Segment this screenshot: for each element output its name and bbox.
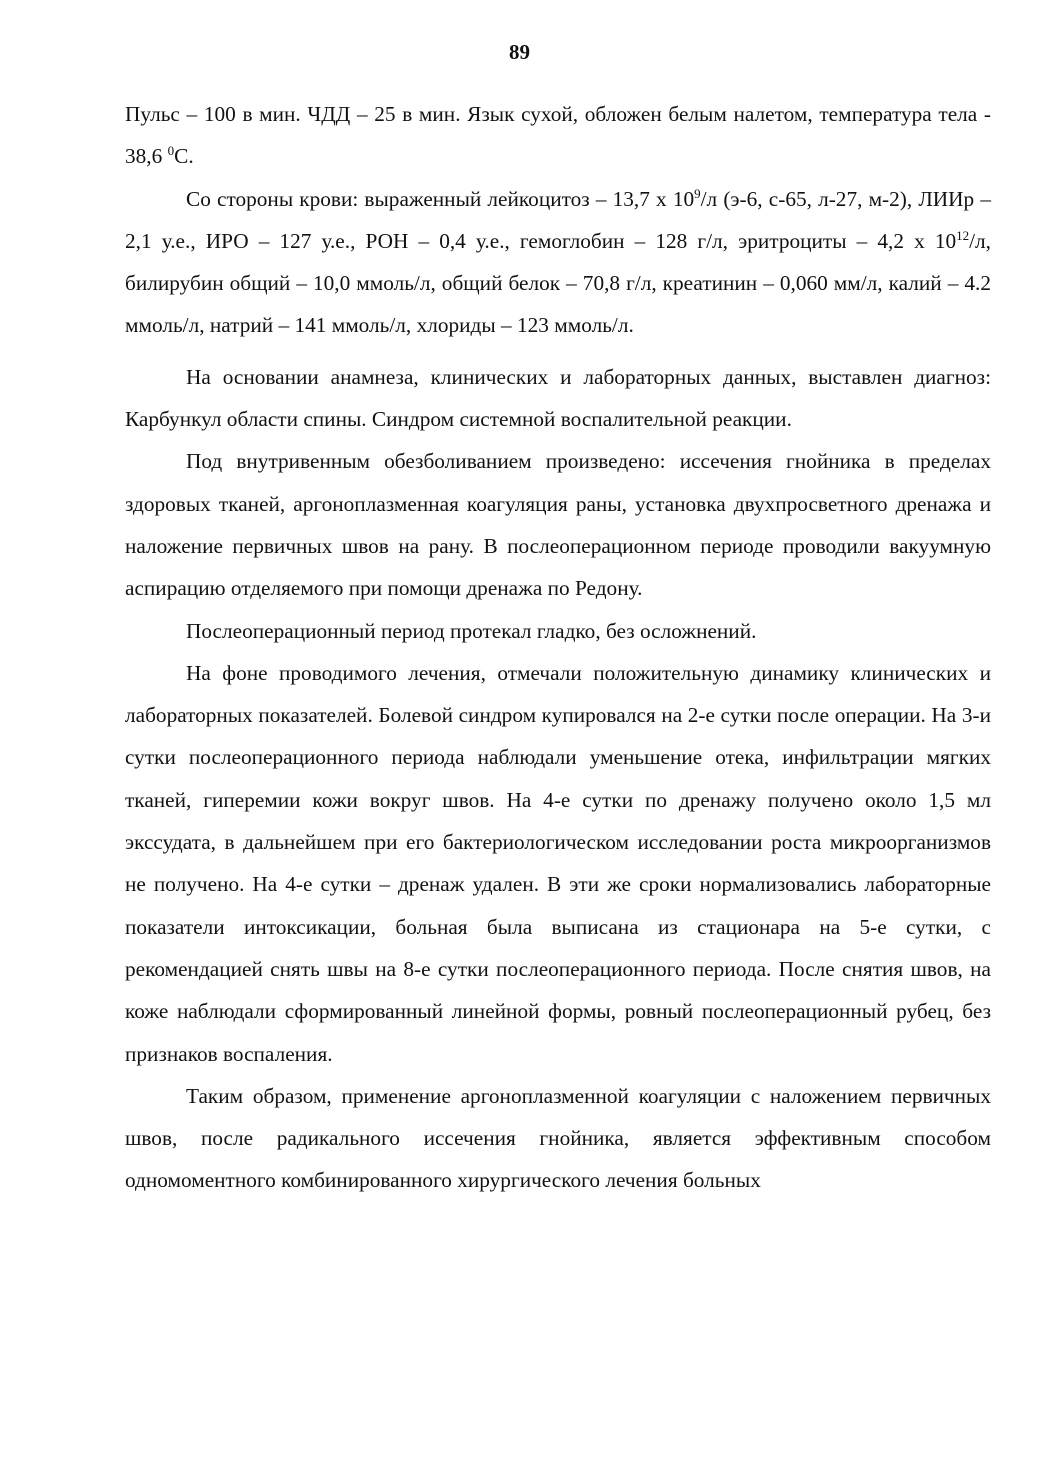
exponent-12: 12	[956, 228, 970, 244]
vitals-text: Пульс – 100 в мин. ЧДД – 25 в мин. Язык сухой, обложен белым налетом, температура тела - 38,6	[125, 102, 991, 169]
exponent-9: 9	[694, 185, 701, 201]
blood-text-b: /л (э-6, с-65, л-27, м-2), ЛИИр – 2,1 у.е., ИРО – 127 у.е., РОН – 0,4 у.е., гемоглобин – 128 г/л, эритроциты – 4,2 х 10	[125, 186, 991, 253]
paragraph-conclusion: Таким образом, применение аргоноплазменной коагуляции с наложением первичных швов, после радикального иссечения гнойника, является эффективным способом одномоментного комбинированного хирургического лечения больных	[125, 1083, 991, 1193]
blood-text-c: /л, билирубин общий – 10,0 ммоль/л, общий белок – 70,8 г/л, креатинин – 0,060 мм/л, калий – 4.2 ммоль/л, натрий – 141 ммоль/л, хлориды – 123 ммоль/л.	[125, 228, 991, 338]
degree-superscript: 0	[167, 143, 175, 159]
page-number: 89	[509, 40, 530, 64]
paragraph-treatment: На фоне проводимого лечения, отмечали положительную динамику клинических и лабораторных показателей. Болевой синдром купировался на 2-е сутки после операции. На 3-и сутки послеоперационного периода наблюдали уменьшение отека, инфильтрации мягких тканей, гиперемии кожи вокруг швов. На 4-е сутки по дренажу получено около 1,5 мл экссудата, в дальнейшем при его бактериологическом исследовании роста микроорганизмов не получено. На 4-е сутки – дренаж удален. В эти же сроки нормализовались лабораторные показатели интоксикации, больная была выписана из стационара на 5-е сутки, с рекомендацией снять швы на 8-е сутки послеоперационного периода. После снятия швов, на коже наблюдали сформированный линейной формы, ровный послеоперационный рубец, без признаков воспаления.	[125, 660, 991, 1066]
blood-text-a: Со стороны крови: выраженный лейкоцитоз – 13,7 x 10	[186, 186, 695, 211]
paragraph-diagnosis: На основании анамнеза, клинических и лабораторных данных, выставлен диагноз: Карбункул области спины. Синдром системной воспалительной реакции.	[125, 364, 991, 432]
paragraph-vitals	[125, 93, 991, 178]
vitals-unit: С.	[174, 144, 194, 169]
paragraph-postop: Послеоперационный период протекал гладко, без осложнений.	[186, 618, 757, 643]
paragraph-blood	[125, 178, 991, 347]
paragraph-surgery: Под внутривенным обезболиванием произведено: иссечения гнойника в пределах здоровых тканей, аргоноплазменная коагуляция раны, установка двухпросветного дренажа и наложение первичных швов на рану. В послеоперационном периоде проводили вакуумную аспирацию отделяемого при помощи дренажа по Редону.	[125, 449, 991, 601]
body-text	[125, 93, 991, 1202]
